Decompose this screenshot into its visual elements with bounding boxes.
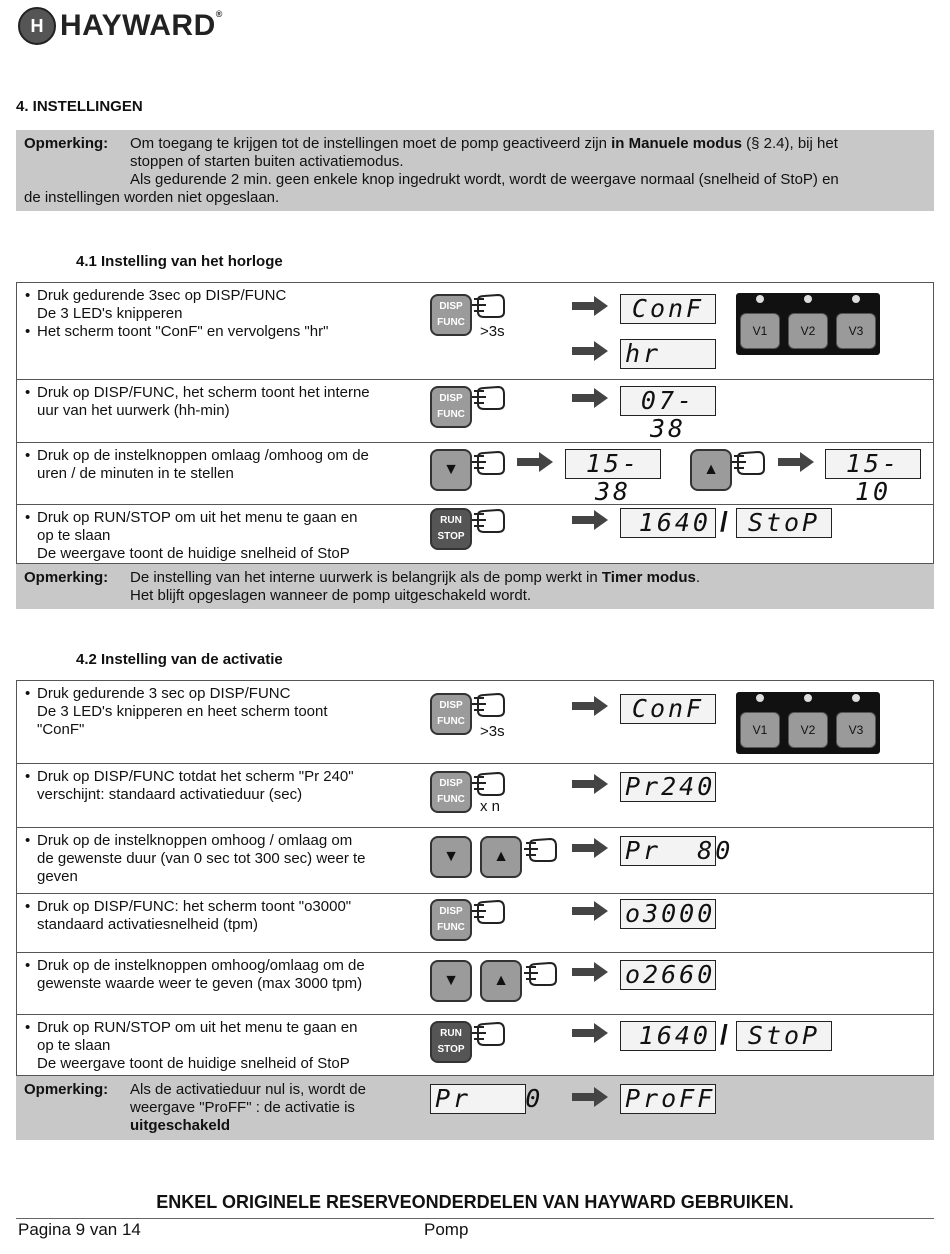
instruction-line: • Druk op DISP/FUNC, het scherm toont het interne [23,384,415,402]
instruction-line: De weergave toont de huidige snelheid of StoP [37,1055,350,1072]
instruction-line: • Druk gedurende 3 sec op DISP/FUNC [23,685,415,703]
lcd-display: 07-38 [620,386,716,416]
note-box-clock [16,564,934,609]
disp-func-button[interactable]: DISP FUNC [430,294,472,336]
up-button[interactable] [690,449,732,491]
instruction-line: "ConF" [37,721,85,738]
row-text [23,957,415,993]
page-number: Pagina 9 van 14 [18,1220,141,1239]
down-button[interactable] [430,960,472,1002]
lcd-display: hr [620,339,716,369]
arrow-right-icon [572,774,608,794]
note-line: Als gedurende 2 min. geen enkele knop ingedrukt wordt, wordt de weergave normaal (snelheid of StoP) en [130,171,839,188]
footer-product: Pomp [424,1220,469,1239]
note-line: stoppen of starten buiten activatiemodus. [130,153,404,170]
logo-text: HAYWARD® [60,9,223,42]
row-text [23,447,415,483]
footer-divider [16,1218,934,1219]
led-indicator [852,295,860,303]
hayward-logo-icon: H [18,7,56,45]
pointing-hand-icon [470,770,506,796]
arrow-right-icon [572,962,608,982]
lcd-display: Pr 0 [430,1084,526,1114]
instruction-line: De 3 LED's knipperen [37,305,183,322]
triangle-down-icon: ▼ [443,461,459,478]
note-line: weergave "ProFF" : de activatie is [130,1099,355,1116]
pointing-hand-icon [470,292,506,318]
instruction-line: De 3 LED's knipperen en heet scherm toont [37,703,328,720]
led-indicator [756,694,764,702]
repeat-label: x n [480,798,501,815]
disp-func-button[interactable]: DISP FUNC [430,771,472,813]
lcd-display: Pr240 [620,772,716,802]
pointing-hand-icon [470,449,506,475]
led-indicator [804,694,812,702]
led-panel [736,692,880,754]
hayward-logo [18,8,223,44]
row-text [23,384,415,420]
row-text [23,768,415,804]
lcd-display: Pr 80 [620,836,716,866]
down-button[interactable] [430,449,472,491]
pointing-hand-icon [522,836,558,862]
row-text [23,287,415,341]
row-text [23,1019,415,1073]
arrow-right-icon [572,696,608,716]
speed-button-v2[interactable]: V2 [788,712,828,748]
triangle-up-icon: ▲ [703,461,719,478]
instruction-line: gewenste waarde weer te geven (max 3000 tpm) [37,975,363,992]
instruction-line: • Druk op de instelknoppen omhoog / omlaag om [23,832,415,850]
speed-button-v2[interactable]: V2 [788,313,828,349]
note-line: Als de activatieduur nul is, wordt de [130,1081,366,1098]
arrow-right-icon [572,838,608,858]
arrow-right-icon [572,388,608,408]
lcd-display: o2660 [620,960,716,990]
instruction-line: • Druk op DISP/FUNC totdat het scherm "Pr 240" [23,768,415,786]
slash-separator: / [720,506,728,537]
hold-duration-label: >3s [480,323,505,340]
row-text [23,898,415,934]
triangle-up-icon: ▲ [493,848,509,865]
instruction-line: • Druk op RUN/STOP om uit het menu te gaan en [23,1019,415,1037]
instruction-line: op te slaan [37,527,111,544]
arrow-right-icon [572,510,608,530]
pointing-hand-icon [470,384,506,410]
lcd-display: 15-10 [825,449,921,479]
led-panel [736,293,880,355]
led-indicator [852,694,860,702]
instruction-line: • Druk op de instelknoppen omhoog/omlaag om de [23,957,415,975]
pointing-hand-icon [730,449,766,475]
subsection-title-clock: 4.1 Instelling van het horloge [76,253,283,270]
note-label: Opmerking: [24,1081,109,1098]
lcd-display: 1640 [620,1021,716,1051]
instruction-line: uur van het uurwerk (hh-min) [37,402,230,419]
speed-button-v3[interactable]: V3 [836,712,876,748]
subsection-title-activation: 4.2 Instelling van de activatie [76,651,283,668]
lcd-display: o3000 [620,899,716,929]
lcd-display: 15-38 [565,449,661,479]
note-line: Het blijft opgeslagen wanneer de pomp uitgeschakeld wordt. [130,587,532,604]
arrow-right-icon [572,296,608,316]
hold-duration-label: >3s [480,723,505,740]
disp-func-button[interactable]: DISP FUNC [430,899,472,941]
lcd-display: ConF [620,694,716,724]
footer-warning: ENKEL ORIGINELE RESERVEONDERDELEN VAN HAYWARD GEBRUIKEN. [156,1192,794,1212]
arrow-right-icon [572,1023,608,1043]
instruction-line: De weergave toont de huidige snelheid of StoP [37,545,350,562]
note-line: uitgeschakeld [130,1117,231,1134]
pointing-hand-icon [470,507,506,533]
run-stop-button[interactable]: RUN STOP [430,508,472,550]
triangle-down-icon: ▼ [443,972,459,989]
down-button[interactable] [430,836,472,878]
instruction-line: geven [37,868,78,885]
up-button[interactable] [480,960,522,1002]
pointing-hand-icon [470,1020,506,1046]
led-indicator [756,295,764,303]
section-heading: 4. INSTELLINGEN [16,98,143,115]
instruction-line: • Het scherm toont "ConF" en vervolgens "hr" [23,323,415,341]
instruction-line: • Druk op de instelknoppen omlaag /omhoog om de [23,447,415,465]
instruction-line: de gewenste duur (van 0 sec tot 300 sec) weer te [37,850,366,867]
disp-func-button[interactable]: DISP FUNC [430,386,472,428]
note-label: Opmerking: [24,135,109,152]
arrow-right-icon [572,1087,608,1107]
pointing-hand-icon [470,898,506,924]
table-row [17,828,933,894]
instruction-line: standaard activatiesnelheid (tpm) [37,916,258,933]
arrow-right-icon [572,901,608,921]
note-box-access [16,130,934,211]
pointing-hand-icon [522,960,558,986]
row-text [23,509,415,563]
run-stop-button[interactable]: RUN STOP [430,1021,472,1063]
pointing-hand-icon [470,691,506,717]
lcd-display: ConF [620,294,716,324]
led-indicator [804,295,812,303]
instruction-line: op te slaan [37,1037,111,1054]
lcd-display: 1640 [620,508,716,538]
note-line: De instelling van het interne uurwerk is belangrijk als de pomp werkt in Timer modus. [130,569,700,586]
instruction-line: • Druk op RUN/STOP om uit het menu te gaan en [23,509,415,527]
row-text [23,832,415,886]
triangle-up-icon: ▲ [493,972,509,989]
instruction-line: uren / de minuten in te stellen [37,465,234,482]
disp-func-button[interactable]: DISP FUNC [430,693,472,735]
note-line: de instellingen worden niet opgeslaan. [24,189,280,206]
lcd-display: StoP [736,1021,832,1051]
up-button[interactable] [480,836,522,878]
arrow-right-icon [778,452,814,472]
note-line: Om toegang te krijgen tot de instellingen moet de pomp geactiveerd zijn in Manuele modus (§ 2.4), bij het [130,135,838,152]
lcd-display: ProFF [620,1084,716,1114]
instruction-line: • Druk op DISP/FUNC: het scherm toont "o3000" [23,898,415,916]
table-row [17,953,933,1015]
speed-button-v3[interactable]: V3 [836,313,876,349]
instruction-line: verschijnt: standaard activatieduur (sec) [37,786,303,803]
speed-button-v1[interactable]: V1 [740,313,780,349]
slash-separator: / [720,1019,728,1050]
speed-button-v1[interactable]: V1 [740,712,780,748]
triangle-down-icon: ▼ [443,848,459,865]
note-label: Opmerking: [24,569,109,586]
instruction-line: • Druk gedurende 3sec op DISP/FUNC [23,287,415,305]
arrow-right-icon [517,452,553,472]
row-text [23,685,415,739]
lcd-display: StoP [736,508,832,538]
arrow-right-icon [572,341,608,361]
